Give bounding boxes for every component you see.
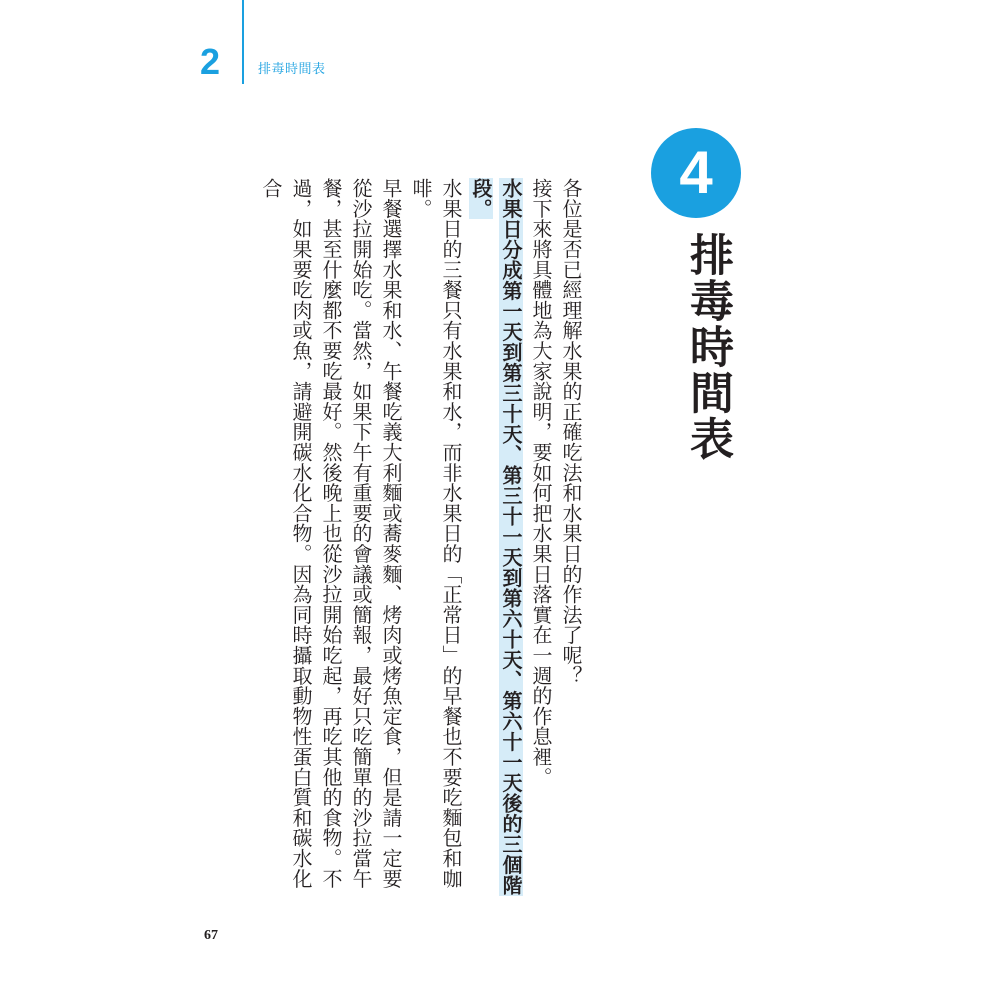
paragraph-4: 水果日的三餐只有水果和水，而非水果日的「正常日」的早餐也不要吃麵包和咖啡。 [409, 178, 463, 889]
paragraph-2: 接下來將具體地為大家說明，要如何把水果日落實在一週的作息裡。 [529, 178, 553, 787]
header-divider [242, 0, 244, 84]
paragraph-3 [466, 178, 526, 898]
highlighted-sentence: 水果日分成第一天到第三十天、第三十一天到第六十天、第六十一天後的三個階段。 [469, 178, 523, 896]
paragraph-1: 各位是否已經理解水果的正確吃法和水果日的作法了呢？ [559, 178, 583, 686]
section-number-badge [651, 128, 741, 218]
chapter-number: 2 [200, 41, 221, 82]
running-header-title: 排毒時間表 [258, 62, 326, 77]
section-title: 排毒時間表 [682, 232, 733, 462]
section-number: 4 [679, 139, 713, 206]
body-text [246, 178, 586, 898]
paragraph-5: 早餐選擇水果和水、午餐吃義大利麵或蕎麥麵、烤肉或烤魚定食，但是請一定要從沙拉開始吃。當然，如果下午有重要的會議或簡報，最好只吃簡單的沙拉當午餐，甚至什麼都不要吃最好。然後晚上也從沙拉開始吃起，再吃其他的食物。不過，如果要吃肉或魚，請避開碳水化合物。因為同時攝取動物性蛋白質和碳水化合 [259, 178, 403, 889]
page-number: 67 [204, 928, 218, 943]
